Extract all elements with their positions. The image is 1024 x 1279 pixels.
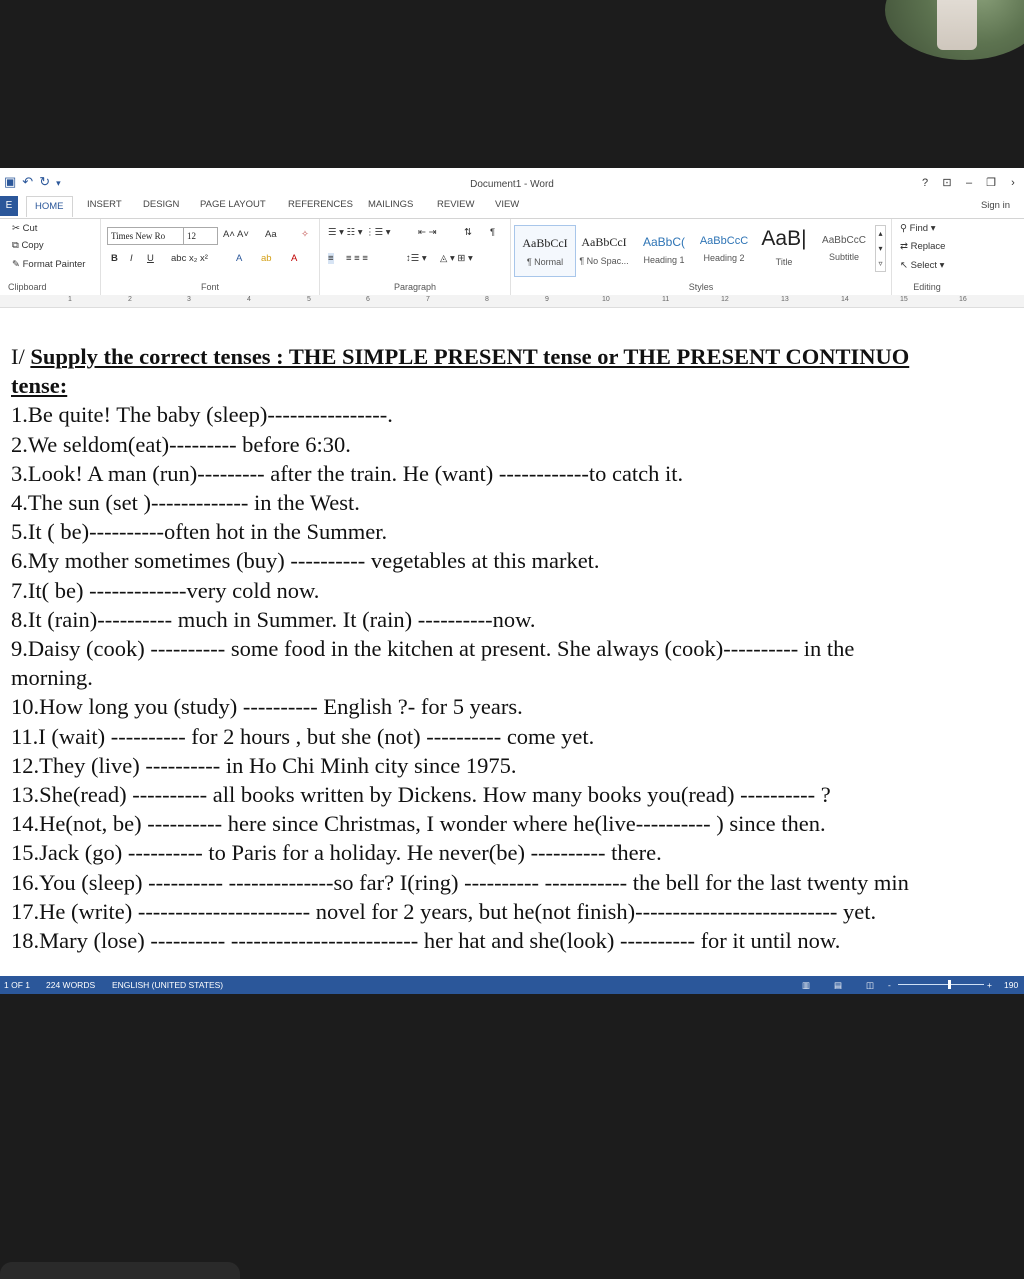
align-center-icon[interactable]: ≡ ≡ ≡ <box>346 253 368 264</box>
font-label: Font <box>200 282 219 292</box>
style-no-spacing[interactable]: AaBbCcI ¶ No Spac... <box>579 235 629 266</box>
question-line: 16.You (sleep) ---------- --------------so far? I(ring) ---------- ----------- the bell for the last twenty min <box>11 869 909 895</box>
language-indicator[interactable]: ENGLISH (UNITED STATES) <box>112 980 224 990</box>
underline-icon[interactable]: U <box>147 253 154 264</box>
indent-icon[interactable]: ⇤ ⇥ <box>418 227 437 238</box>
clipboard-group <box>0 219 101 295</box>
style-heading-1[interactable]: AaBbC( Heading 1 <box>642 235 686 265</box>
window-controls <box>914 176 1024 189</box>
question-line: 4.The sun (set )------------- in the West. <box>11 490 360 516</box>
grow-font-icon[interactable]: A˄ A˅ <box>223 229 249 240</box>
question-line: 15.Jack (go) ---------- to Paris for a holiday. He never(be) ---------- there. <box>11 840 662 866</box>
ruler-tick: 3 <box>187 296 191 303</box>
horizontal-ruler[interactable] <box>0 295 1024 308</box>
question-line: 6.My mother sometimes (buy) ---------- vegetables at this market. <box>11 548 600 574</box>
exercise-heading-line2: tense: <box>11 373 68 399</box>
document-body[interactable] <box>11 342 1024 955</box>
tab-home[interactable]: HOME <box>26 196 73 217</box>
question-line: 7.It( be) -------------very cold now. <box>11 577 320 603</box>
cut-icon: ✂ <box>12 223 20 234</box>
font-color-icon[interactable]: A <box>291 253 298 264</box>
ruler-tick: 13 <box>781 296 789 303</box>
exercise-heading: I/ Supply the correct tenses : THE SIMPLE PRESENT tense or THE PRESENT CONTINUO <box>11 344 910 369</box>
strikethrough-icon[interactable]: abc x₂ x² <box>171 253 208 264</box>
zoom-slider-thumb[interactable] <box>948 980 951 989</box>
help-button[interactable]: ? <box>921 177 929 189</box>
tab-view[interactable]: VIEW <box>495 199 520 210</box>
ribbon-tabs <box>0 196 1024 218</box>
ruler-tick: 2 <box>128 296 132 303</box>
copy-icon: ⧉ <box>12 240 19 251</box>
ruler-tick: 10 <box>602 296 610 303</box>
question-line: 10.How long you (study) ---------- English ?- for 5 years. <box>11 694 523 720</box>
ruler-tick: 12 <box>721 296 729 303</box>
ruler-tick: 14 <box>841 296 849 303</box>
tab-design[interactable]: DESIGN <box>143 199 180 210</box>
font-size-box[interactable]: 12 <box>183 227 218 245</box>
page-count[interactable]: 1 OF 1 <box>4 980 30 990</box>
style-heading-2[interactable]: AaBbCcC Heading 2 <box>699 235 749 263</box>
ruler-tick: 11 <box>662 296 670 303</box>
style-title[interactable]: AaB| Title <box>761 227 807 267</box>
bullets-icon[interactable]: ☰ ▾ ☷ ▾ ⋮☰ ▾ <box>328 227 391 238</box>
question-line: morning. <box>11 665 93 691</box>
print-layout-icon[interactable]: ▤ <box>834 980 843 990</box>
styles-scroll-icon[interactable]: ▴ ▾ ▿ <box>875 225 886 272</box>
select-button[interactable]: ↖ Select ▾ <box>900 260 945 271</box>
ruler-tick: 5 <box>307 296 311 303</box>
question-line: 11.I (wait) ---------- for 2 hours , but she (not) ---------- come yet. <box>11 723 595 749</box>
word-window <box>0 168 1024 994</box>
font-name-box[interactable]: Times New Ro <box>107 227 184 245</box>
tab-mailings[interactable]: MAILINGS <box>368 199 414 210</box>
question-line: 1.Be quite! The baby (sleep)----------------. <box>11 402 393 428</box>
question-line: 18.Mary (lose) ---------- ------------------------- her hat and she(look) ---------- for it until now. <box>11 928 841 954</box>
line-spacing-icon[interactable]: ↕☰ ▾ <box>406 253 427 264</box>
clipboard-label: Clipboard <box>8 282 47 292</box>
tab-insert[interactable]: INSERT <box>87 199 122 210</box>
binoculars-icon: ⚲ <box>900 223 907 234</box>
question-line: 9.Daisy (cook) ---------- some food in the kitchen at present. She always (cook)---------- in the <box>11 636 855 662</box>
copy-button[interactable]: ⧉ Copy <box>12 240 44 251</box>
bold-icon[interactable]: B <box>111 253 118 264</box>
sort-icon[interactable]: ⇅ <box>464 227 472 238</box>
ruler-tick: 6 <box>366 296 370 303</box>
bottom-shadow <box>0 1262 240 1279</box>
question-line: 14.He(not, be) ---------- here since Christmas, I wonder where he(live---------- ) since then. <box>11 811 826 837</box>
ruler-tick: 1 <box>68 296 72 303</box>
question-line: 8.It (rain)---------- much in Summer. It (rain) ----------now. <box>11 606 536 632</box>
question-line: 5.It ( be)----------often hot in the Summer. <box>11 519 388 545</box>
ribbon-display-icon[interactable]: ⊡ <box>942 177 952 189</box>
font-group <box>101 219 320 295</box>
paragraph-label: Paragraph <box>393 282 437 292</box>
style-normal[interactable]: AaBbCcI ¶ Normal <box>514 225 576 277</box>
cursor-icon: ↖ <box>900 260 908 271</box>
zoom-in-button[interactable]: + <box>987 980 992 990</box>
question-line: 2.We seldom(eat)--------- before 6:30. <box>11 431 351 457</box>
shading-icon[interactable]: ◬ ▾ ⊞ ▾ <box>440 253 473 264</box>
editing-label: Editing <box>913 282 941 292</box>
document-title: Document1 - Word <box>470 179 554 190</box>
zoom-slider-track[interactable] <box>898 984 984 985</box>
redo-icon[interactable]: ↻ <box>39 174 57 189</box>
tab-file[interactable]: E <box>0 196 18 216</box>
style-subtitle[interactable]: AaBbCcC Subtitle <box>822 235 866 262</box>
pilcrow-icon[interactable]: ¶ <box>490 227 496 238</box>
align-left-icon[interactable]: ≡ <box>328 253 334 264</box>
clear-format-icon[interactable]: ✧ <box>301 229 309 240</box>
ruler-tick: 7 <box>426 296 430 303</box>
question-line: 3.Look! A man (run)--------- after the train. He (want) ------------to catch it. <box>11 460 684 486</box>
restore-button[interactable]: ❐ <box>986 177 996 189</box>
cut-button[interactable]: ✂ Cut <box>12 223 38 234</box>
ruler-tick: 9 <box>545 296 549 303</box>
ribbon <box>0 218 1024 296</box>
paragraph-group <box>320 219 511 295</box>
title-bar <box>0 168 1024 196</box>
minimize-button[interactable]: – <box>965 177 973 189</box>
italic-icon[interactable]: I <box>130 253 133 264</box>
document-page[interactable] <box>0 308 1024 963</box>
highlight-icon[interactable]: ab <box>261 253 272 264</box>
undo-icon[interactable]: ↶ <box>22 174 40 189</box>
ruler-tick: 4 <box>247 296 251 303</box>
close-button[interactable]: › <box>1011 177 1015 189</box>
web-layout-icon[interactable]: ◫ <box>866 980 875 990</box>
styles-label: Styles <box>688 282 714 292</box>
tab-review[interactable]: REVIEW <box>437 199 475 210</box>
tab-page-layout[interactable]: PAGE LAYOUT <box>200 199 266 210</box>
replace-icon: ⇄ <box>900 241 908 252</box>
sign-in-link[interactable]: Sign in <box>980 200 1010 211</box>
brush-icon: ✎ <box>12 259 20 270</box>
ruler-tick: 8 <box>485 296 489 303</box>
replace-button[interactable]: ⇄ Replace <box>900 241 946 252</box>
text-effects-icon[interactable]: A <box>236 253 243 264</box>
editing-group <box>892 219 962 295</box>
read-mode-icon[interactable]: ▥ <box>802 980 811 990</box>
ruler-tick: 16 <box>959 296 967 303</box>
change-case-button[interactable]: Aa <box>265 229 277 240</box>
format-painter-button[interactable]: ✎ Format Painter <box>12 259 86 270</box>
profile-photo <box>885 0 1024 60</box>
status-bar <box>0 976 1024 994</box>
question-line: 12.They (live) ---------- in Ho Chi Minh city since 1975. <box>11 752 517 778</box>
zoom-out-button[interactable]: - <box>888 980 891 990</box>
ruler-tick: 15 <box>900 296 908 303</box>
word-count[interactable]: 224 WORDS <box>46 980 96 990</box>
customize-qat-icon[interactable]: ▾ <box>56 178 67 188</box>
zoom-level[interactable]: 190 <box>1004 980 1019 990</box>
save-icon[interactable]: ▣ <box>4 174 23 189</box>
find-button[interactable]: ⚲ Find ▾ <box>900 223 936 234</box>
question-line: 17.He (write) ----------------------- novel for 2 years, but he(not finish)--------------------------- yet. <box>11 898 877 924</box>
styles-group <box>511 219 892 295</box>
photo-figure <box>937 0 977 50</box>
tab-references[interactable]: REFERENCES <box>288 199 353 210</box>
question-line: 13.She(read) ---------- all books written by Dickens. How many books you(read) ---------- ? <box>11 782 831 808</box>
